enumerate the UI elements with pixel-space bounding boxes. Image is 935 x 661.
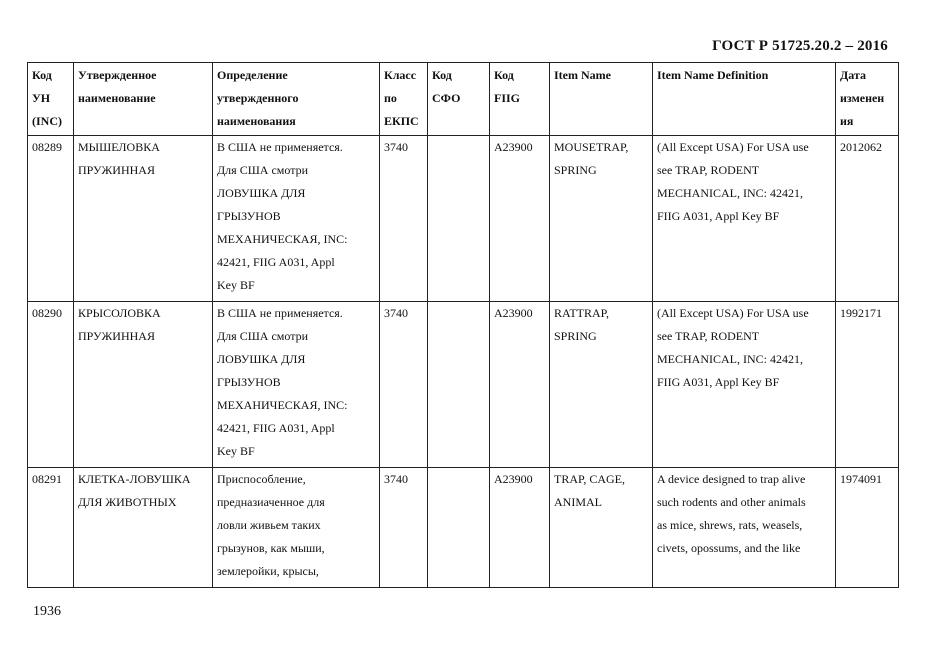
cell-line: SPRING: [554, 329, 597, 343]
cell-line: ЕКПС: [384, 114, 419, 128]
cell-line: Код: [432, 68, 452, 82]
cell-line: MECHANICAL, INC: 42421,: [657, 186, 803, 200]
cell-line: 3740: [384, 140, 408, 154]
cell-line: грызунов, как мыши,: [217, 541, 325, 555]
document-standard-title: ГОСТ Р 51725.20.2 – 2016: [712, 38, 888, 54]
cell-line: Определение: [217, 68, 288, 82]
cell-line: A23900: [494, 472, 533, 486]
cell-change-date: [836, 302, 899, 468]
cell-line: КЛЕТКА-ЛОВУШКА: [78, 472, 191, 486]
table-row: [28, 302, 899, 468]
cell-item-name-definition: [653, 468, 836, 588]
cell-approved-name: [74, 136, 213, 302]
cell-fiig-code: [490, 468, 550, 588]
cell-ekps-class: [380, 302, 428, 468]
cell-line: 42421, FIIG A031, Appl: [217, 255, 335, 269]
cell-approved-name: [74, 302, 213, 468]
cell-line: 3740: [384, 472, 408, 486]
header-item-name-definition: [653, 63, 836, 136]
cell-line: Key BF: [217, 444, 255, 458]
cell-line: 3740: [384, 306, 408, 320]
cell-line: Item Name: [554, 68, 611, 82]
cell-line: see TRAP, RODENT: [657, 329, 760, 343]
cell-line: A23900: [494, 306, 533, 320]
cell-line: ДЛЯ ЖИВОТНЫХ: [78, 495, 177, 509]
cell-line: Дата: [840, 68, 866, 82]
cell-sfo-code: [428, 302, 490, 468]
cell-line: RATTRAP,: [554, 306, 610, 320]
cell-line: ANIMAL: [554, 495, 602, 509]
cell-line: 08289: [32, 140, 62, 154]
header-approved-name: [74, 63, 213, 136]
cell-line: [432, 302, 485, 325]
table-header-row: [28, 63, 899, 136]
cell-line: [432, 136, 485, 159]
cell-item-name: [550, 136, 653, 302]
cell-item-name: [550, 302, 653, 468]
cell-line: СФО: [432, 91, 461, 105]
cell-line: предназиаченное для: [217, 495, 325, 509]
cell-line: Код: [494, 68, 514, 82]
cell-line: SPRING: [554, 163, 597, 177]
cell-line: FIIG A031, Appl Key BF: [657, 209, 780, 223]
cell-item-name: [550, 468, 653, 588]
cell-fiig-code: [490, 302, 550, 468]
cell-line: (All Except USA) For USA use: [657, 306, 809, 320]
cell-line: civets, opossums, and the like: [657, 541, 801, 555]
cell-inc-code: [28, 302, 74, 468]
cell-line: Утвержденное: [78, 68, 157, 82]
cell-line: Приспособление,: [217, 472, 306, 486]
cell-line: КРЫСОЛОВКА: [78, 306, 161, 320]
cell-line: ия: [840, 114, 854, 128]
cell-line: Для США смотри: [217, 329, 309, 343]
cell-ekps-class: [380, 136, 428, 302]
cell-line: В США не применяется.: [217, 140, 343, 154]
cell-line: as mice, shrews, rats, weasels,: [657, 518, 803, 532]
page-number: 1936: [33, 604, 61, 619]
header-change-date: [836, 63, 899, 136]
cell-line: ГРЫЗУНОВ: [217, 209, 281, 223]
header-sfo-code: [428, 63, 490, 136]
table-row: [28, 468, 899, 588]
cell-inc-code: [28, 468, 74, 588]
cell-line: ПРУЖИННАЯ: [78, 329, 155, 343]
cell-item-name-definition: [653, 302, 836, 468]
cell-name-definition: [213, 302, 380, 468]
header-ekps-class: [380, 63, 428, 136]
cell-line: (All Except USA) For USA use: [657, 140, 809, 154]
cell-line: наименование: [78, 91, 156, 105]
cell-line: ЛОВУШКА ДЛЯ: [217, 186, 306, 200]
cell-line: Код: [32, 68, 52, 82]
cell-line: Для США смотри: [217, 163, 309, 177]
table-row: [28, 136, 899, 302]
cell-line: В США не применяется.: [217, 306, 343, 320]
cell-line: 1974091: [840, 472, 882, 486]
cell-line: A23900: [494, 140, 533, 154]
cell-line: МЕХАНИЧЕСКАЯ, INC:: [217, 398, 348, 412]
cell-line: 08291: [32, 472, 62, 486]
cell-line: (INC): [32, 114, 62, 128]
header-inc-code: [28, 63, 74, 136]
cell-line: TRAP, CAGE,: [554, 472, 626, 486]
cell-ekps-class: [380, 468, 428, 588]
cell-line: утвержденного: [217, 91, 299, 105]
cell-line: 42421, FIIG A031, Appl: [217, 421, 335, 435]
cell-approved-name: [74, 468, 213, 588]
cell-line: МЫШЕЛОВКА: [78, 140, 160, 154]
cell-sfo-code: [428, 136, 490, 302]
cell-line: ЛОВУШКА ДЛЯ: [217, 352, 306, 366]
cell-line: МЕХАНИЧЕСКАЯ, INC:: [217, 232, 348, 246]
cell-line: FIIG A031, Appl Key BF: [657, 375, 780, 389]
header-name-definition: [213, 63, 380, 136]
classification-table: [27, 62, 899, 588]
cell-fiig-code: [490, 136, 550, 302]
cell-line: ГРЫЗУНОВ: [217, 375, 281, 389]
cell-line: Key BF: [217, 278, 255, 292]
cell-item-name-definition: [653, 136, 836, 302]
header-fiig-code: [490, 63, 550, 136]
cell-change-date: [836, 136, 899, 302]
cell-change-date: [836, 468, 899, 588]
cell-line: изменен: [840, 91, 885, 105]
cell-line: Item Name Definition: [657, 68, 769, 82]
cell-line: 08290: [32, 306, 62, 320]
cell-line: 1992171: [840, 306, 882, 320]
cell-inc-code: [28, 136, 74, 302]
cell-line: A device designed to trap alive: [657, 472, 806, 486]
cell-line: Класс: [384, 68, 417, 82]
cell-line: such rodents and other animals: [657, 495, 806, 509]
cell-line: MOUSETRAP,: [554, 140, 629, 154]
header-item-name: [550, 63, 653, 136]
cell-line: see TRAP, RODENT: [657, 163, 760, 177]
cell-sfo-code: [428, 468, 490, 588]
cell-name-definition: [213, 136, 380, 302]
cell-line: MECHANICAL, INC: 42421,: [657, 352, 803, 366]
cell-line: ПРУЖИННАЯ: [78, 163, 155, 177]
cell-line: по: [384, 91, 397, 105]
cell-name-definition: [213, 468, 380, 588]
cell-line: ловли живьем таких: [217, 518, 321, 532]
cell-line: FIIG: [494, 91, 521, 105]
cell-line: наименования: [217, 114, 296, 128]
cell-line: 2012062: [840, 140, 882, 154]
cell-line: УН: [32, 91, 51, 105]
cell-line: [432, 468, 485, 491]
cell-line: землеройки, крысы,: [217, 564, 319, 578]
